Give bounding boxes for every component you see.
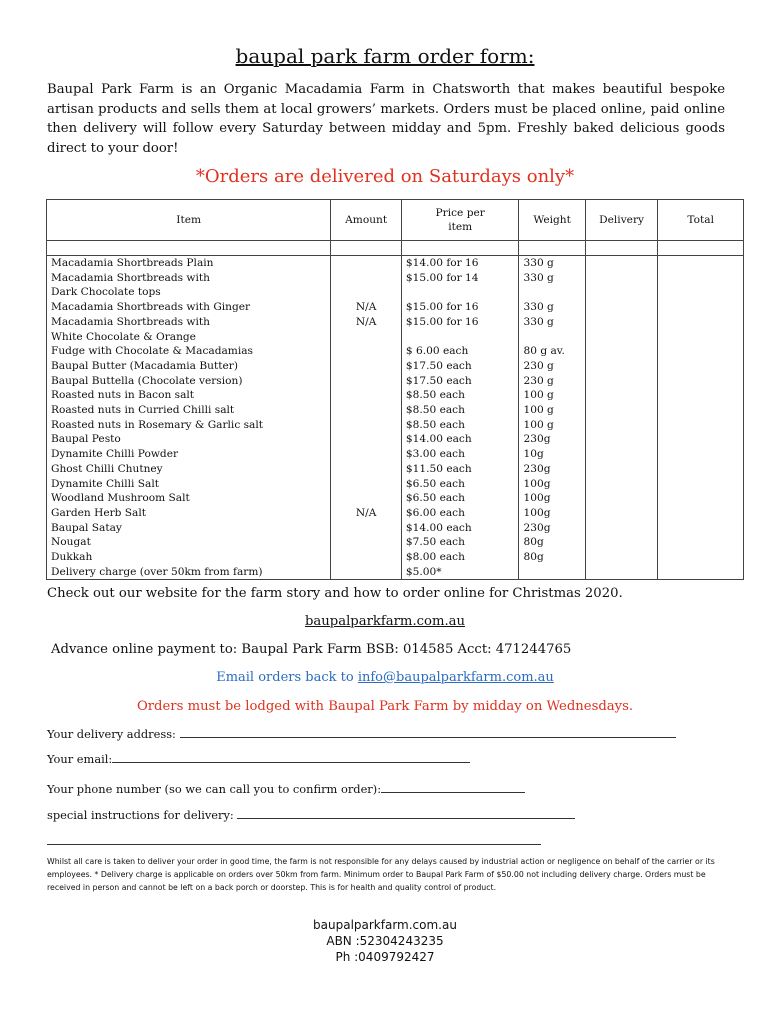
- delivery-address-label: Your delivery address:: [47, 727, 176, 741]
- item-cell: [47, 403, 331, 418]
- item-name: Dynamite Chilli Salt: [51, 477, 160, 490]
- instructions-extra-line[interactable]: [47, 844, 541, 845]
- instructions-line[interactable]: [237, 807, 575, 819]
- weight-cell: 80g: [519, 535, 585, 550]
- footer: [0, 917, 770, 965]
- total-cell[interactable]: [658, 477, 744, 492]
- spacer-cell: [658, 241, 744, 256]
- price-cell: $8.50 each: [401, 388, 519, 403]
- item-name: Roasted nuts in Bacon salt: [51, 389, 195, 402]
- price-cell: $6.00 each: [401, 506, 519, 521]
- total-cell[interactable]: [658, 403, 744, 418]
- price-cell: $6.50 each: [401, 491, 519, 506]
- payment-details: Advance online payment to: Baupal Park Farm BSB: 014585 Acct: 471244765: [51, 642, 572, 657]
- table-row: [47, 256, 744, 271]
- delivery-cell[interactable]: [585, 462, 658, 477]
- total-cell[interactable]: [658, 447, 744, 462]
- total-cell[interactable]: [658, 344, 744, 359]
- delivery-address-field[interactable]: [47, 726, 676, 741]
- table-row: [47, 403, 744, 418]
- spacer-cell: [519, 241, 585, 256]
- delivery-cell[interactable]: [585, 256, 658, 271]
- item-name: Baupal Buttella (Chocolate version): [51, 374, 243, 387]
- total-cell[interactable]: [658, 256, 744, 271]
- item-cell: [47, 462, 331, 477]
- website-link[interactable]: baupalparkfarm.com.au: [304, 614, 466, 629]
- delivery-cell[interactable]: [585, 477, 658, 492]
- delivery-cell[interactable]: [585, 521, 658, 536]
- item-cell: [47, 521, 331, 536]
- amount-cell[interactable]: [331, 388, 402, 403]
- email-label: Your email:: [47, 752, 113, 766]
- price-cell: $11.50 each: [401, 462, 519, 477]
- amount-cell[interactable]: [331, 418, 402, 433]
- weight-cell: 330 g: [519, 315, 585, 344]
- delivery-address-line[interactable]: [180, 726, 676, 738]
- delivery-cell[interactable]: [585, 315, 658, 344]
- item-name-line2: Dark Chocolate tops: [51, 286, 161, 299]
- amount-cell[interactable]: [331, 374, 402, 389]
- total-cell[interactable]: [658, 388, 744, 403]
- price-cell: $3.00 each: [401, 447, 519, 462]
- header-item: Item: [47, 200, 331, 241]
- price-cell: $8.50 each: [401, 418, 519, 433]
- item-cell: [47, 447, 331, 462]
- weight-cell: 10g: [519, 447, 585, 462]
- price-cell: $15.00 for 16: [401, 315, 519, 344]
- price-cell: $8.00 each: [401, 550, 519, 565]
- delivery-cell[interactable]: [585, 447, 658, 462]
- total-cell[interactable]: [658, 271, 744, 300]
- item-cell: [47, 550, 331, 565]
- table-row: [47, 432, 744, 447]
- item-name: Nougat: [51, 536, 91, 549]
- amount-cell[interactable]: N/A: [331, 315, 402, 344]
- website-promo-text: Check out our website for the farm story and how to order online for Christmas 2020.: [47, 586, 623, 601]
- total-cell[interactable]: [658, 374, 744, 389]
- delivery-cell[interactable]: [585, 403, 658, 418]
- spacer-cell: [47, 241, 331, 256]
- item-name: Baupal Pesto: [51, 433, 121, 446]
- delivery-cell[interactable]: [585, 565, 658, 580]
- item-name: Delivery charge (over 50km from farm): [51, 565, 263, 578]
- item-name: Ghost Chilli Chutney: [51, 462, 163, 475]
- email-link[interactable]: info@baupalparkfarm.com.au: [357, 670, 554, 685]
- table-row: [47, 477, 744, 492]
- total-cell[interactable]: [658, 300, 744, 315]
- item-name: Macadamia Shortbreads Plain: [51, 257, 214, 269]
- weight-cell: 100 g: [519, 388, 585, 403]
- amount-cell[interactable]: [331, 477, 402, 492]
- weight-cell: 100g: [519, 477, 585, 492]
- page-title: baupal park farm order form:: [235, 44, 535, 68]
- table-row: [47, 565, 744, 580]
- table-row: [47, 506, 744, 521]
- weight-cell: [519, 565, 585, 580]
- instructions-field[interactable]: [47, 807, 575, 822]
- delivery-cell[interactable]: [585, 271, 658, 300]
- footer-phone: Ph :0409792427: [335, 950, 435, 964]
- total-cell[interactable]: [658, 462, 744, 477]
- weight-cell: 80 g av.: [519, 344, 585, 359]
- weight-cell: 100 g: [519, 418, 585, 433]
- item-cell: [47, 374, 331, 389]
- price-cell: $14.00 each: [401, 521, 519, 536]
- table-row: [47, 535, 744, 550]
- item-name: Roasted nuts in Rosemary & Garlic salt: [51, 418, 264, 431]
- weight-cell: 230 g: [519, 374, 585, 389]
- item-cell: [47, 477, 331, 492]
- footer-website: baupalparkfarm.com.au: [313, 918, 457, 932]
- price-cell: $17.50 each: [401, 359, 519, 374]
- amount-cell[interactable]: [331, 403, 402, 418]
- amount-cell[interactable]: [331, 535, 402, 550]
- item-name: Fudge with Chocolate & Macadamias: [51, 345, 253, 358]
- order-table: [46, 199, 744, 580]
- table-row: [47, 388, 744, 403]
- instructions-label: special instructions for delivery:: [47, 808, 234, 822]
- amount-cell[interactable]: N/A: [331, 506, 402, 521]
- item-name: Garden Herb Salt: [51, 506, 147, 519]
- lodge-deadline-notice: Orders must be lodged with Baupal Park Farm by midday on Wednesdays.: [136, 699, 634, 714]
- total-cell[interactable]: [658, 535, 744, 550]
- delivery-cell[interactable]: [585, 388, 658, 403]
- item-cell: [47, 388, 331, 403]
- total-cell[interactable]: [658, 565, 744, 580]
- item-name: Roasted nuts in Curried Chilli salt: [51, 404, 235, 417]
- header-amount: Amount: [331, 200, 402, 241]
- table-row: [47, 491, 744, 506]
- header-price-line2: item: [448, 221, 473, 233]
- total-cell[interactable]: [658, 432, 744, 447]
- item-name: Macadamia Shortbreads with Ginger: [51, 301, 251, 314]
- header-price: [401, 200, 519, 241]
- delivery-cell[interactable]: [585, 550, 658, 565]
- total-cell[interactable]: [658, 491, 744, 506]
- weight-cell: 80g: [519, 550, 585, 565]
- price-cell: $6.50 each: [401, 477, 519, 492]
- table-header-row: [47, 200, 744, 241]
- email-line[interactable]: [112, 751, 470, 763]
- amount-cell[interactable]: [331, 550, 402, 565]
- table-row: [47, 359, 744, 374]
- delivery-cell[interactable]: [585, 418, 658, 433]
- item-cell: [47, 491, 331, 506]
- item-cell: [47, 315, 331, 344]
- spacer-cell: [331, 241, 402, 256]
- total-cell[interactable]: [658, 418, 744, 433]
- delivery-cell[interactable]: [585, 432, 658, 447]
- amount-cell[interactable]: [331, 565, 402, 580]
- price-cell: $14.00 each: [401, 432, 519, 447]
- price-cell: $5.00*: [401, 565, 519, 580]
- item-cell: [47, 359, 331, 374]
- weight-cell: 230g: [519, 462, 585, 477]
- item-cell: [47, 256, 331, 271]
- total-cell[interactable]: [658, 506, 744, 521]
- email-field[interactable]: [47, 751, 470, 766]
- total-cell[interactable]: [658, 315, 744, 344]
- weight-cell: 230g: [519, 521, 585, 536]
- amount-cell[interactable]: [331, 447, 402, 462]
- weight-cell: 330 g: [519, 300, 585, 315]
- amount-cell[interactable]: [331, 359, 402, 374]
- spacer-cell: [585, 241, 658, 256]
- phone-label: Your phone number (so we can call you to confirm order):: [47, 782, 382, 796]
- item-cell: [47, 344, 331, 359]
- delivery-cell[interactable]: [585, 535, 658, 550]
- item-cell: [47, 506, 331, 521]
- weight-cell: 330 g: [519, 271, 585, 300]
- weight-cell: 100g: [519, 506, 585, 521]
- delivery-cell[interactable]: [585, 374, 658, 389]
- price-cell: $14.00 for 16: [401, 256, 519, 271]
- item-name: Baupal Satay: [51, 521, 122, 534]
- spacer-cell: [401, 241, 519, 256]
- price-cell: $ 6.00 each: [401, 344, 519, 359]
- item-name: Macadamia Shortbreads with: [51, 315, 210, 328]
- amount-cell[interactable]: [331, 462, 402, 477]
- item-cell: [47, 535, 331, 550]
- weight-cell: 100g: [519, 491, 585, 506]
- delivery-day-notice: *Orders are delivered on Saturdays only*: [195, 166, 575, 187]
- table-row: [47, 447, 744, 462]
- delivery-cell[interactable]: [585, 344, 658, 359]
- table-row: [47, 550, 744, 565]
- price-cell: $7.50 each: [401, 535, 519, 550]
- item-cell: [47, 565, 331, 580]
- header-weight: Weight: [519, 200, 585, 241]
- weight-cell: 230 g: [519, 359, 585, 374]
- amount-cell[interactable]: N/A: [331, 300, 402, 315]
- email-orders-note: [0, 670, 770, 685]
- table-row: [47, 418, 744, 433]
- item-name: Baupal Butter (Macadamia Butter): [51, 359, 238, 372]
- item-name-line2: White Chocolate & Orange: [51, 330, 196, 343]
- header-total: Total: [658, 200, 744, 241]
- amount-cell[interactable]: [331, 432, 402, 447]
- amount-cell[interactable]: [331, 521, 402, 536]
- delivery-cell[interactable]: [585, 300, 658, 315]
- table-row: [47, 344, 744, 359]
- item-name: Dukkah: [51, 551, 93, 564]
- header-delivery: Delivery: [585, 200, 658, 241]
- amount-cell[interactable]: [331, 256, 402, 271]
- intro-paragraph: Baupal Park Farm is an Organic Macadamia Farm in Chatsworth that makes beautiful bespoke artisan products and sells them at local growers’ markets. Orders must be placed online, paid online then delivery will follow every Saturday between midday and 5pm. Freshly baked delicious goods direct to your door!: [47, 82, 725, 156]
- table-row: [47, 521, 744, 536]
- table-spacer-row: [47, 241, 744, 256]
- weight-cell: 100 g: [519, 403, 585, 418]
- item-name: Woodland Mushroom Salt: [51, 492, 190, 505]
- phone-field[interactable]: [47, 781, 525, 796]
- amount-cell[interactable]: [331, 344, 402, 359]
- footer-abn: ABN :52304243235: [326, 934, 444, 948]
- table-row: [47, 300, 744, 315]
- table-row: [47, 315, 744, 344]
- item-cell: [47, 418, 331, 433]
- price-cell: $8.50 each: [401, 403, 519, 418]
- price-cell: $15.00 for 14: [401, 271, 519, 300]
- weight-cell: 230g: [519, 432, 585, 447]
- price-cell: $15.00 for 16: [401, 300, 519, 315]
- header-price-line1: Price per: [435, 207, 485, 219]
- table-row: [47, 374, 744, 389]
- total-cell[interactable]: [658, 550, 744, 565]
- email-orders-prefix: Email orders back to: [216, 670, 358, 685]
- delivery-cell[interactable]: [585, 506, 658, 521]
- weight-cell: 330 g: [519, 256, 585, 271]
- amount-cell[interactable]: [331, 491, 402, 506]
- table-row: [47, 271, 744, 300]
- delivery-cell[interactable]: [585, 359, 658, 374]
- price-cell: $17.50 each: [401, 374, 519, 389]
- item-name: Macadamia Shortbreads with: [51, 271, 210, 284]
- item-cell: [47, 300, 331, 315]
- amount-cell[interactable]: [331, 271, 402, 300]
- delivery-cell[interactable]: [585, 491, 658, 506]
- item-name: Dynamite Chilli Powder: [51, 448, 179, 461]
- item-cell: [47, 432, 331, 447]
- total-cell[interactable]: [658, 359, 744, 374]
- disclaimer-text: Whilst all care is taken to deliver your order in good time, the farm is not responsible for any delays caused by industrial action or negligence on behalf of the carrier or its employees. * Delivery charge is applicable on orders over 50km from farm. Minimum order to Baupal Park Farm of $50.00 not including delivery charge. Orders must be received in person and cannot be left on a back porch or doorstep. This is for health and quality control of product.: [47, 857, 715, 892]
- phone-line[interactable]: [381, 781, 525, 793]
- table-row: [47, 462, 744, 477]
- item-cell: [47, 271, 331, 300]
- total-cell[interactable]: [658, 521, 744, 536]
